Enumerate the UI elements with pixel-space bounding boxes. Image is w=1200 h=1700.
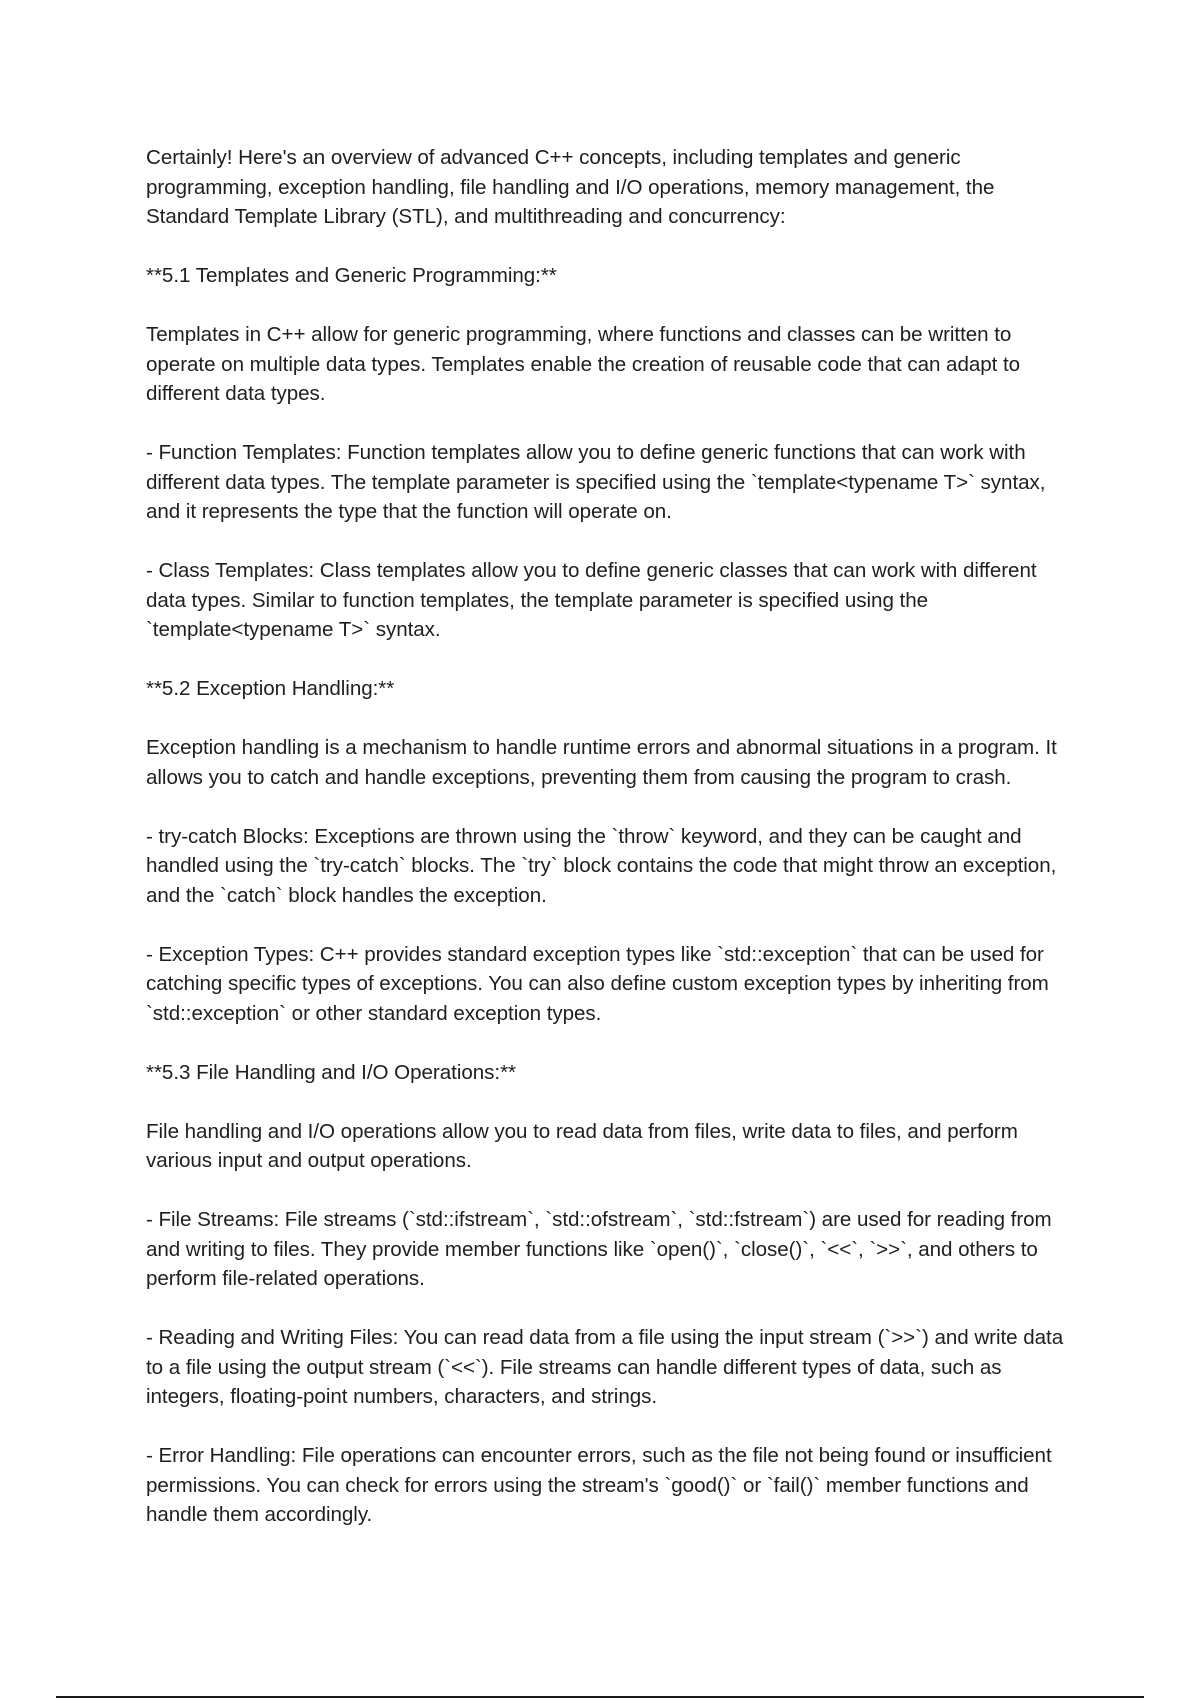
section-heading-file-io: **5.3 File Handling and I/O Operations:**	[146, 1060, 516, 1084]
function-templates-item: - Function Templates: Function templates allow you to define generic functions that can work with different data types. The template parameter is specified using the `template<typename T>` syntax, and it represents the type that the function will operate on.	[146, 441, 1046, 523]
class-templates-item: - Class Templates: Class templates allow you to define generic classes that can work with different data types. Similar to function templates, the template parameter is specified using the `template<typename T>` syntax.	[146, 559, 1037, 641]
file-streams-item: - File Streams: File streams (`std::ifstream`, `std::ofstream`, `std::fstream`) are used for reading from and writing to files. They provide member functions like `open()`, `close()`, `<<`, `>>`, and others to perform file-related operations.	[146, 1208, 1052, 1290]
templates-paragraph: Templates in C++ allow for generic programming, where functions and classes can be written to operate on multiple data types. Templates enable the creation of reusable code that can adapt to different data types.	[146, 323, 1021, 405]
exceptions-paragraph: Exception handling is a mechanism to handle runtime errors and abnormal situations in a program. It allows you to catch and handle exceptions, preventing them from causing the program to crash.	[146, 736, 1057, 789]
section-heading-exceptions: **5.2 Exception Handling:**	[146, 677, 395, 700]
file-io-paragraph: File handling and I/O operations allow you to read data from files, write data to files, and perform various input and output operations.	[146, 1119, 1018, 1172]
try-catch-item: - try-catch Blocks: Exceptions are thrown using the `throw` keyword, and they can be caught and handled using the `try-catch` blocks. The `try` block contains the code that might throw an exception, and the `catch` block handles the exception.	[146, 824, 1057, 907]
reading-writing-item: - Reading and Writing Files: You can read data from a file using the input stream (`>>`) and write data to a file using the output stream (`<<`). File streams can handle different types of data, such as integers, floating-point numbers, characters, and strings.	[146, 1326, 1064, 1408]
intro-paragraph: Certainly! Here's an overview of advanced C++ concepts, including templates and generic programming, exception handling, file handling and I/O operations, memory management, the Standard Template Library (STL), and multithreading and concurrency:	[146, 146, 995, 228]
exception-types-item: - Exception Types: C++ provides standard exception types like `std::exception` that can be used for catching specific types of exceptions. You can also define custom exception types by inheriting from `std::exception` or other standard exception types.	[146, 942, 1049, 1025]
document-body	[146, 143, 1066, 1559]
page-bottom-divider	[56, 1696, 1144, 1698]
section-heading-templates: **5.1 Templates and Generic Programming:**	[146, 264, 557, 287]
error-handling-item: - Error Handling: File operations can encounter errors, such as the file not being found or insufficient permissions. You can check for errors using the stream's `good()` or `fail()` member functions and handle them accordingly.	[146, 1444, 1052, 1526]
